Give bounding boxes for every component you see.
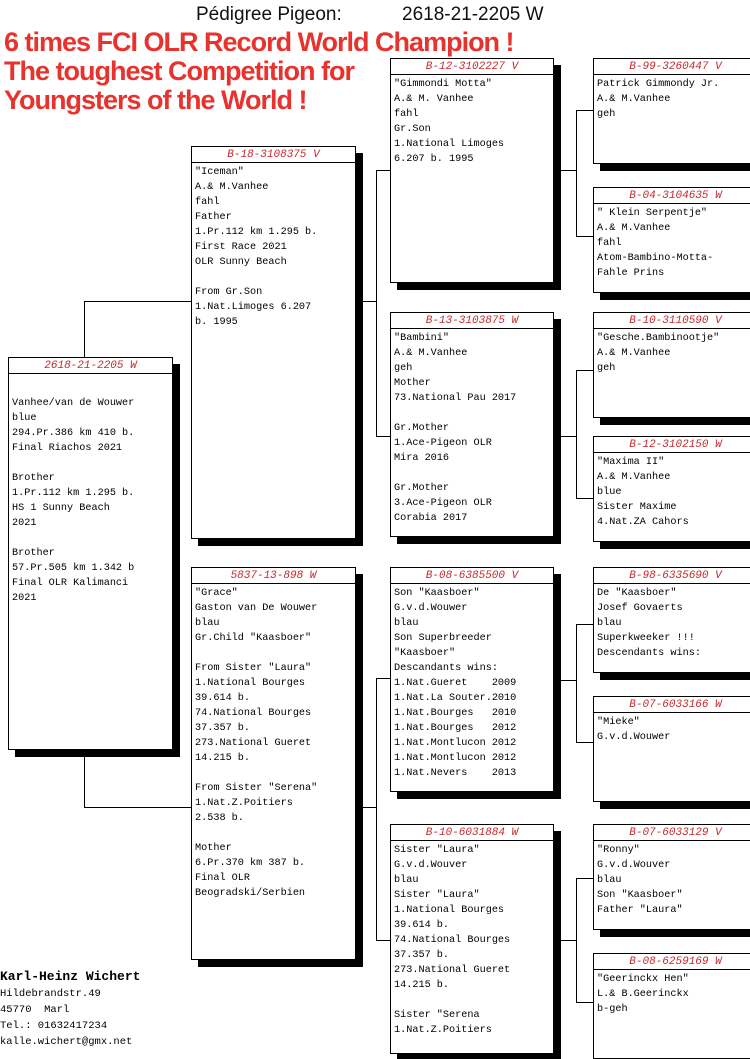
great-grandparent-fmm-card: [593, 436, 750, 542]
subject-pigeon-card: [8, 357, 173, 750]
subject-details: Vanhee/van de Wouwer blue 294.Pr.386 km 410 b. Final Riachos 2021 Brother 1.Pr.112 km 1.295 b. HS 1 Sunny Beach 2021 Brother 57.Pr.505 km 1.342 b Final OLR Kalimanci 2021: [12, 398, 135, 604]
mother-card: [191, 567, 356, 960]
mmm-details: "Geerinckx Hen" L.& B.Geerinckx b-geh: [597, 974, 689, 1015]
owner-phone: Tel.: 01632417234: [0, 1020, 108, 1032]
title-label: Pédigree Pigeon:: [196, 4, 342, 25]
mmm-ring: B-08-6259169 W: [594, 954, 750, 970]
fm-ring: B-13-3103875 W: [391, 313, 553, 329]
grandmother-paternal-card: [390, 312, 554, 537]
ffm-ring: B-04-3104635 W: [594, 188, 750, 204]
father-ring: B-18-3108375 V: [192, 147, 355, 163]
fm-details: "Bambini" A.& M.Vanhee geh Mother 73.National Pau 2017 Gr.Mother 1.Ace-Pigeon OLR Mira 2016 Gr.Mother 3.Ace-Pigeon OLR Corabia 2017: [394, 333, 517, 524]
father-card: [191, 146, 356, 539]
mfm-details: "Mieke" G.v.d.Wouwer: [597, 717, 671, 743]
headline-line-2: The toughest Competition for: [4, 56, 354, 86]
headline-line-1: 6 times FCI OLR Record World Champion !: [4, 27, 514, 57]
owner-city: 45770 Marl: [0, 1004, 70, 1016]
mmf-details: "Ronny" G.v.d.Wouver blau Son "Kaasboer" Father "Laura": [597, 845, 683, 916]
fff-details: Patrick Gimmondy Jr. A.& M.Vanhee geh: [597, 79, 720, 120]
fmm-ring: B-12-3102150 W: [594, 437, 750, 453]
fmf-ring: B-10-3110590 V: [594, 313, 750, 329]
great-grandparent-mfm-card: [593, 696, 750, 802]
mother-details: "Grace" Gaston van De Wouwer blau Gr.Child "Kaasboer" From Sister "Laura" 1.National Bourges 39.614 b. 74.National Bourges 37.357 b. 273.National Gueret 14.215 b. From Sister "Serena" 1.Nat.Z.Poitiers 2.538 b. Mother 6.Pr.370 km 387 b. Final OLR Beogradski/Serbien: [195, 588, 318, 899]
ffm-details: " Klein Serpentje" A.& M.Vanhee fahl Atom-Bambino-Motta- Fahle Prins: [597, 208, 714, 279]
headline-line-3: Youngsters of the World !: [4, 85, 307, 115]
ff-ring: B-12-3102227 V: [391, 59, 553, 75]
mm-details: Sister "Laura" G.v.d.Wouver blau Sister "Laura" 1.National Bourges 39.614 b. 74.National Bourges 37.357 b. 273.National Gueret 14.215 b. Sister "Serena 1.Nat.Z.Poitiers: [394, 845, 511, 1036]
great-grandparent-mff-card: [593, 567, 750, 673]
great-grandparent-ffm-card: [593, 187, 750, 293]
title-ring-number: 2618-21-2205 W: [402, 4, 544, 25]
grandmother-maternal-card: [390, 824, 554, 1054]
mfm-ring: B-07-6033166 W: [594, 697, 750, 713]
grandfather-paternal-card: [390, 58, 554, 283]
mother-ring: 5837-13-898 W: [192, 568, 355, 584]
owner-address-block: [0, 968, 140, 1050]
great-grandparent-mmm-card: [593, 953, 750, 1059]
fmm-details: "Maxima II" A.& M.Vanhee blue Sister Maxime 4.Nat.ZA Cahors: [597, 457, 689, 528]
mmf-ring: B-07-6033129 V: [594, 825, 750, 841]
ff-details: "Gimmondi Motta" A.& M. Vanhee fahl Gr.Son 1.National Limoges 6.207 b. 1995: [394, 79, 505, 165]
owner-street: Hildebrandstr.49: [0, 988, 101, 1000]
mf-details: Son "Kaasboer" G.v.d.Wouwer blau Son Superbreeder "Kaasboer" Descandants wins: 1.Nat.Gueret 2009 1.Nat.La Souter.2010 1.Nat.Bourges 2010 1.Nat.Bourges 2012 1.Nat.Montlucon 2012 1.Nat.Montlucon 2012 1.Nat.Nevers 2013: [394, 588, 517, 779]
great-grandparent-mmf-card: [593, 824, 750, 930]
great-grandparent-fff-card: [593, 58, 750, 164]
mff-ring: B-98-6335690 V: [594, 568, 750, 584]
father-details: "Iceman" A.& M.Vanhee fahl Father 1.Pr.112 km 1.295 b. First Race 2021 OLR Sunny Beach From Gr.Son 1.Nat.Limoges 6.207 b. 1995: [195, 167, 318, 328]
fmf-details: "Gesche.Bambinootje" A.& M.Vanhee geh: [597, 333, 720, 374]
great-grandparent-fmf-card: [593, 312, 750, 418]
mff-details: De "Kaasboer" Josef Govaerts blau Superkweeker !!! Descendants wins:: [597, 588, 701, 659]
grandfather-maternal-card: [390, 567, 554, 792]
fff-ring: B-99-3260447 V: [594, 59, 750, 75]
owner-email: kalle.wichert@gmx.net: [0, 1036, 133, 1048]
subject-ring: 2618-21-2205 W: [9, 358, 172, 374]
mf-ring: B-08-6385500 V: [391, 568, 553, 584]
mm-ring: B-10-6031884 W: [391, 825, 553, 841]
owner-name: Karl-Heinz Wichert: [0, 969, 141, 984]
